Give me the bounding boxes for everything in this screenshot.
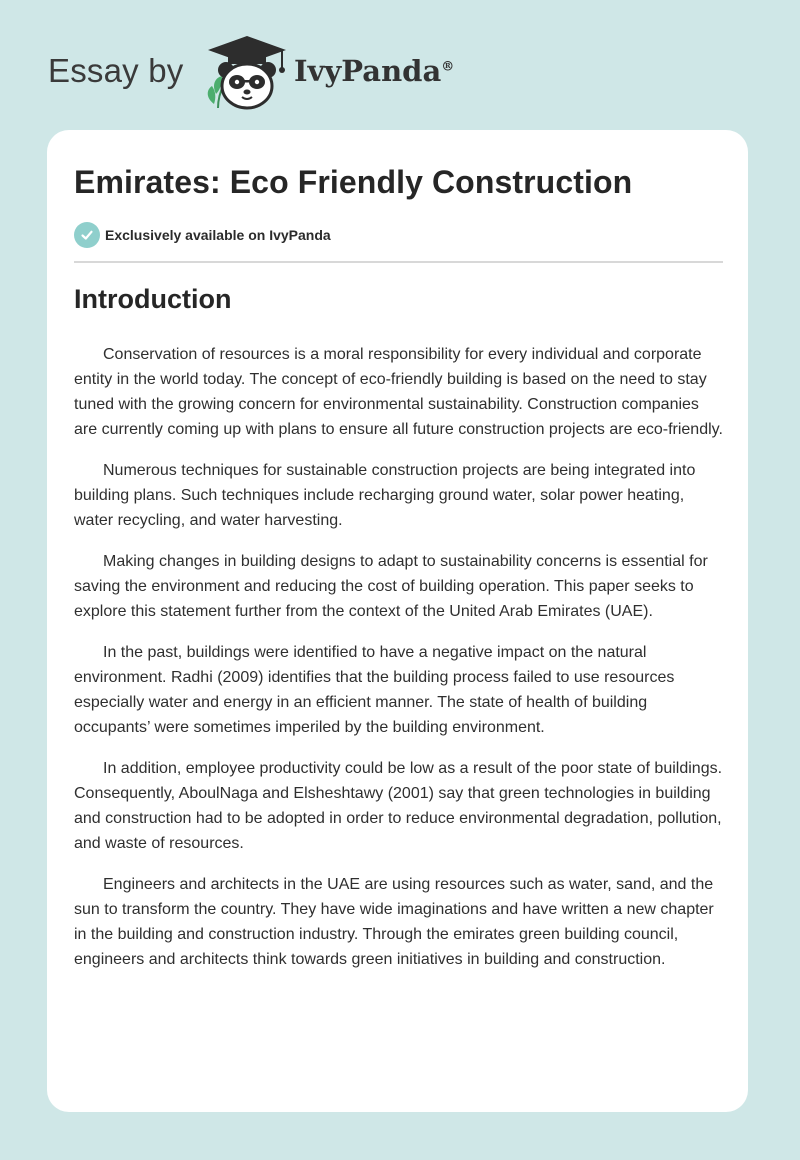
divider bbox=[74, 261, 723, 263]
paragraph: Engineers and architects in the UAE are using resources such as water, sand, and the sun to transform the country. They have wide imaginations and have written a new chapter in the building and construction industry. Through the emirates green building council, engineers and architects think towards green initiatives in building and construction. bbox=[74, 876, 714, 968]
paragraph: In the past, buildings were identified to have a negative impact on the natural environment. Radhi (2009) identifies that the building process failed to use resources especially water and energy in an efficient manner. The state of health of building occupants’ were sometimes imperiled by the building environment. bbox=[74, 644, 675, 736]
registered-mark: ® bbox=[441, 59, 455, 75]
paragraph: In addition, employee productivity could be low as a result of the poor state of buildings. Consequently, AboulNaga and Elsheshtawy (2001) say that green technologies in building and construction had to be adopted in order to reduce environmental degradation, pollution, and waste of resources. bbox=[74, 760, 723, 852]
exclusive-badge bbox=[74, 221, 331, 249]
exclusive-label: Exclusively available on IvyPanda bbox=[105, 227, 331, 243]
brand-name: IvyPanda® bbox=[294, 54, 455, 88]
brand-prefix: Essay by bbox=[48, 52, 184, 89]
essay-card bbox=[47, 130, 748, 1112]
page-title: Emirates: Eco Friendly Construction bbox=[74, 164, 633, 200]
panda-graduate-icon bbox=[202, 34, 292, 112]
essay-body bbox=[74, 342, 724, 988]
section-heading: Introduction bbox=[74, 284, 232, 314]
paragraph: Numerous techniques for sustainable construction projects are being integrated into building plans. Such techniques include recharging ground water, solar power heating, water recycling, and water harvesting. bbox=[74, 462, 696, 529]
brand-header[interactable] bbox=[48, 34, 468, 114]
checkmark-icon bbox=[74, 222, 100, 248]
paragraph: Making changes in building designs to adapt to sustainability concerns is essential for saving the environment and reducing the cost of building operation. This paper seeks to explore this statement further from the context of the United Arab Emirates (UAE). bbox=[74, 553, 708, 620]
paragraph: Conservation of resources is a moral responsibility for every individual and corporate entity in the world today. The concept of eco-friendly building is based on the need to stay tuned with the growing concern for environmental sustainability. Construction companies are currently coming up with plans to ensure all future construction projects are eco-friendly. bbox=[74, 346, 723, 438]
